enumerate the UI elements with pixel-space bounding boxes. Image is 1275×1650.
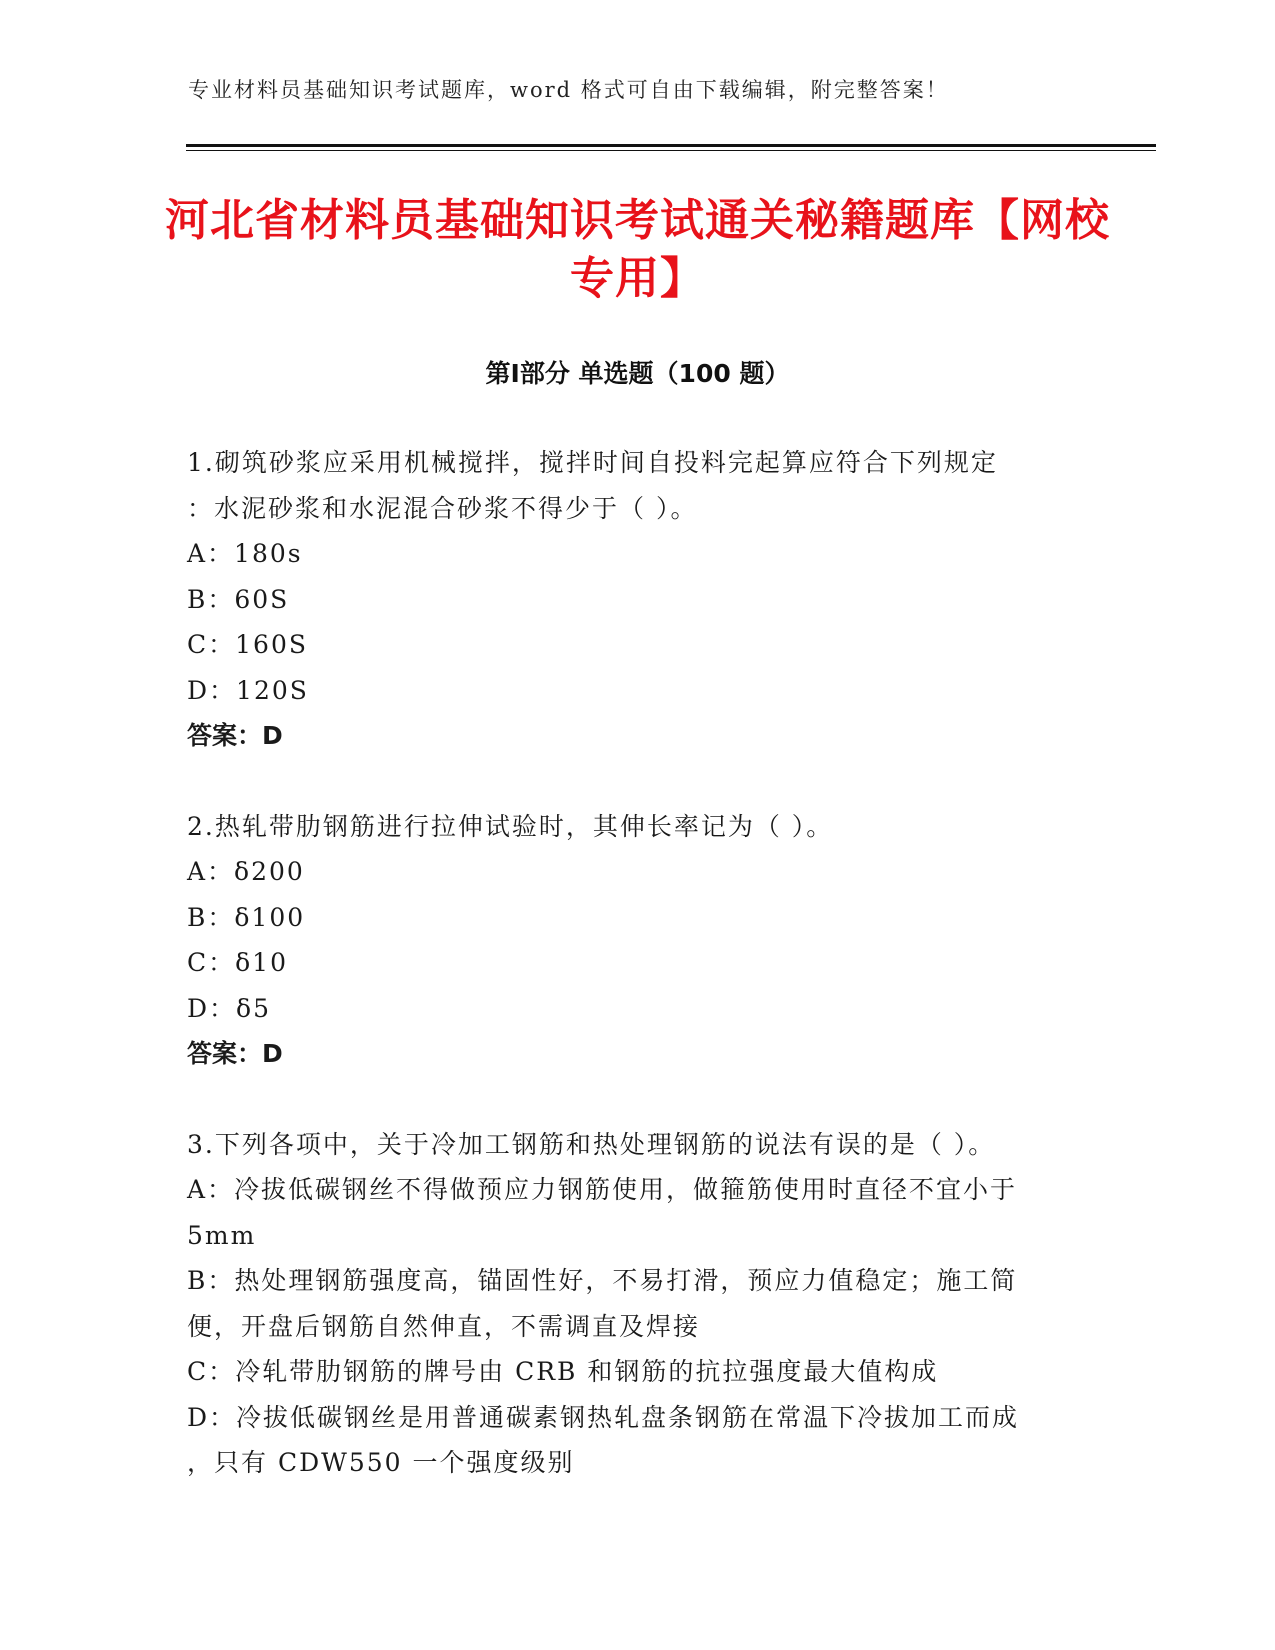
question-2 bbox=[187, 804, 1087, 1077]
answer-label: 答案：D bbox=[187, 721, 283, 750]
document-title: 河北省材料员基础知识考试通关秘籍题库【网校专用】 bbox=[165, 195, 1110, 304]
header-rule-thick bbox=[186, 144, 1156, 147]
answer-label: 答案：D bbox=[187, 1039, 283, 1068]
question-stem-line: 1.砌筑砂浆应采用机械搅拌，搅拌时间自投料完起算应符合下列规定 bbox=[187, 448, 998, 477]
section-heading: 第Ⅰ部分 单选题（100 题） bbox=[485, 359, 790, 388]
question-list bbox=[187, 440, 1087, 1531]
option-b: B：热处理钢筋强度高，锚固性好，不易打滑，预应力值稳定；施工简 bbox=[187, 1266, 1018, 1295]
option-c: C：160S bbox=[187, 630, 308, 659]
option-a: A：冷拔低碳钢丝不得做预应力钢筋使用，做箍筋使用时直径不宜小于 bbox=[187, 1175, 1018, 1204]
option-b-continued: 便，开盘后钢筋自然伸直，不需调直及焊接 bbox=[187, 1311, 701, 1341]
option-d: D：δ5 bbox=[187, 993, 272, 1023]
option-b: B：δ100 bbox=[187, 902, 306, 932]
question-stem-line: ：水泥砂浆和水泥混合砂浆不得少于（ ）。 bbox=[187, 493, 698, 523]
option-d-continued: ，只有 CDW550 一个强度级别 bbox=[187, 1448, 575, 1477]
question-stem-line: 2.热轧带肋钢筋进行拉伸试验时，其伸长率记为（ ）。 bbox=[187, 811, 834, 841]
question-1 bbox=[187, 440, 1087, 759]
option-d: D：冷拔低碳钢丝是用普通碳素钢热轧盘条钢筋在常温下冷拔加工而成 bbox=[187, 1402, 1020, 1432]
option-d: D：120S bbox=[187, 675, 309, 705]
option-a: A：δ200 bbox=[187, 857, 305, 886]
question-stem-line: 3.下列各项中，关于冷加工钢筋和热处理钢筋的说法有误的是（ ）。 bbox=[187, 1129, 996, 1159]
option-c: C：δ10 bbox=[187, 948, 288, 977]
option-b: B：60S bbox=[187, 584, 290, 614]
option-a: A：180s bbox=[187, 539, 303, 568]
option-c: C：冷轧带肋钢筋的牌号由 CRB 和钢筋的抗拉强度最大值构成 bbox=[187, 1357, 939, 1386]
header-rule-thin bbox=[186, 150, 1156, 151]
page-header-text: 专业材料员基础知识考试题库，word 格式可自由下载编辑，附完整答案！ bbox=[188, 78, 949, 102]
option-a-continued: 5mm bbox=[187, 1220, 257, 1250]
question-3 bbox=[187, 1122, 1087, 1486]
